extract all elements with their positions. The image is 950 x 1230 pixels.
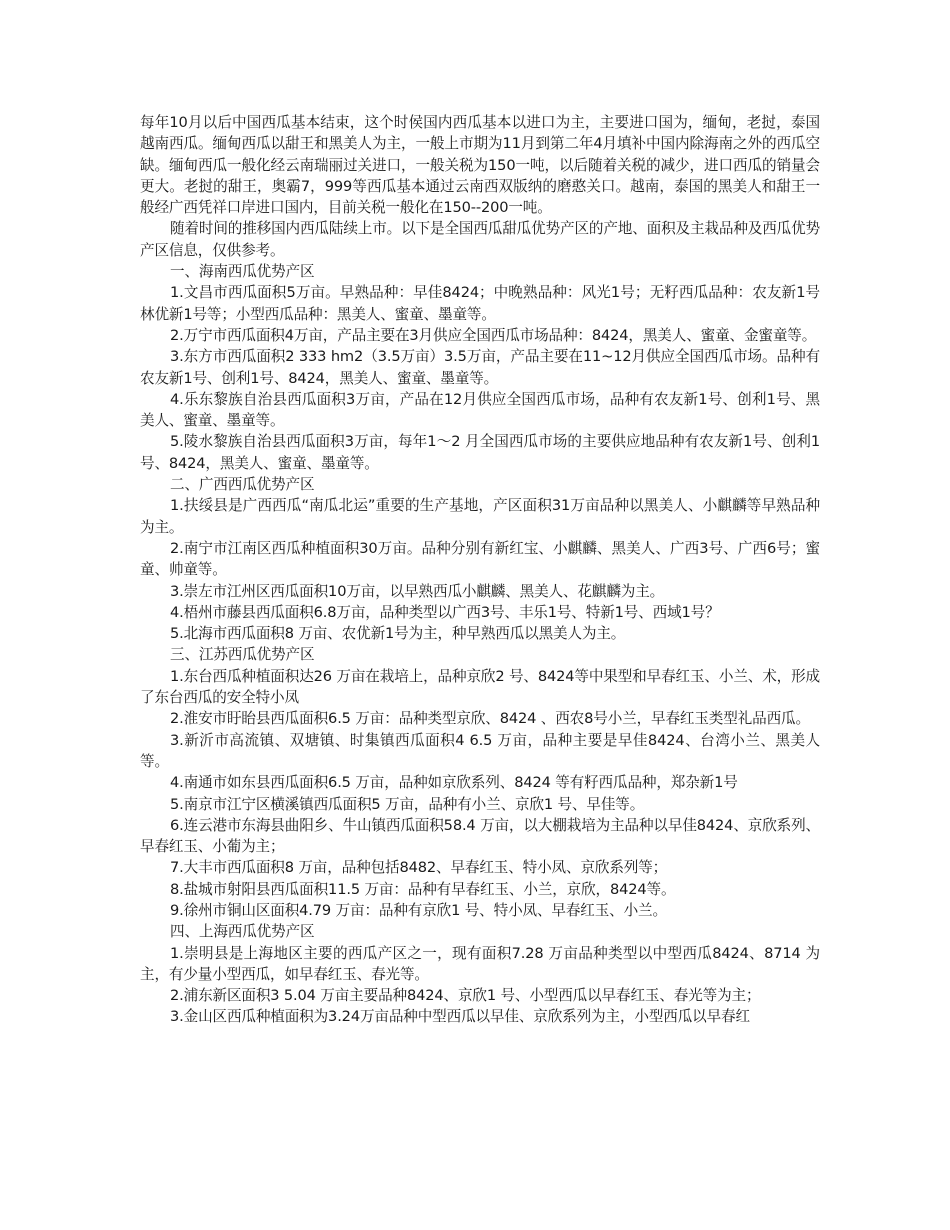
list-item: 2.浦东新区面积3 5.04 万亩主要品种8424、京欣1 号、小型西瓜以早春红玉、春光等为主； (170, 987, 761, 1005)
section-heading-jiangsu: 三、江苏西瓜优势产区 (170, 646, 315, 664)
list-item: 3.金山区西瓜种植面积为3.24万亩品种中型西瓜以早佳、京欣系列为主，小型西瓜以早春红 (170, 1008, 750, 1026)
list-item: 3.新沂市高流镇、双塘镇、时集镇西瓜面积4 6.5 万亩，品种主要是早佳8424、台湾小兰、黑美人等。 (140, 731, 820, 770)
list-item: 1.崇明县是上海地区主要的西瓜产区之一，现有面积7.28 万亩品种类型以中型西瓜8424、8714 为主，有少量小型西瓜，如早春红玉、春光等。 (140, 944, 820, 983)
section-heading-shanghai: 四、上海西瓜优势产区 (170, 923, 315, 941)
list-item: 7.大丰市西瓜面积8 万亩，品种包括8482、早春红玉、特小凤、京欣系列等； (170, 859, 668, 877)
list-item: 5.陵水黎族自治县西瓜面积3万亩，每年1～2 月全国西瓜市场的主要供应地品种有农友新1号、创利1号、8424，黑美人、蜜童、墨童等。 (140, 433, 820, 472)
list-item: 4.南通市如东县西瓜面积6.5 万亩，品种如京欣系列、8424 等有籽西瓜品种，郑杂新1号 (170, 774, 738, 792)
list-item: 6.连云港市东海县曲阳乡、牛山镇西瓜面积58.4 万亩，以大棚栽培为主品种以早佳8424、京欣系列、早春红玉、小葡为主； (140, 816, 820, 856)
list-item: 9.徐州市铜山区面积4.79 万亩：品种有京欣1 号、特小凤、早春红玉、小兰。 (170, 901, 667, 919)
list-item: 8.盐城市射阳县西瓜面积11.5 万亩：品种有早春红玉、小兰，京欣，8424等。 (170, 880, 676, 898)
section-heading-guangxi: 二、广西西瓜优势产区 (170, 476, 315, 494)
list-item: 2.淮安市盱眙县西瓜面积6.5 万亩：品种类型京欣、8424 、西农8号小兰，早春红玉类型礼品西瓜。 (170, 710, 810, 728)
document-body (140, 112, 820, 1028)
list-item: 2.万宁市西瓜面积4万亩，产品主要在3月供应全国西瓜市场品种：8424，黑美人、蜜童、金蜜童等。 (170, 326, 817, 344)
list-item: 4.乐东黎族自治县西瓜面积3万亩，产品在12月供应全国西瓜市场，品种有农友新1号、创利1号、黑美人、蜜童、墨童等。 (140, 390, 820, 430)
paragraph-intro: 每年10月以后中国西瓜基本结束，这个时侯国内西瓜基本以进口为主，主要进口国为，缅甸，老挝，泰国越南西瓜。缅甸西瓜以甜王和黑美人为主，一般上市期为11月到第二年4月填补中国内除海南之外的西瓜空缺。缅甸西瓜一般化经云南瑞丽过关进口，一般关税为150一吨，以后随着关税的减少，进口西瓜的销量会更大。老挝的甜王，奥霸7，999等西瓜基本通过云南西双版纳的磨憨关口。越南，泰国的黑美人和甜王一般经广西凭祥口岸进口国内，目前关税一般化在150--200一吨。 (140, 114, 820, 217)
list-item: 2.南宁市江南区西瓜种植面积30万亩。品种分别有新红宝、小麒麟、黑美人、广西3号、广西6号；蜜童、帅童等。 (140, 539, 820, 579)
list-item: 1.东台西瓜种植面积达26 万亩在栽培上，品种京欣2 号、8424等中果型和早春红玉、小兰、术，形成了东台西瓜的安全特小凤 (140, 667, 820, 707)
list-item: 3.东方市西瓜面积2 333 hm2（3.5万亩）3.5万亩，产品主要在11~12月供应全国西瓜市场。品种有农友新1号、创利1号、8424，黑美人、蜜童、墨童等。 (140, 348, 820, 387)
list-item: 1.文昌市西瓜面积5万亩。早熟品种：早佳8424；中晚熟品种：风光1号；无籽西瓜品种：农友新1号林优新1号等；小型西瓜品种：黑美人、蜜童、墨童等。 (140, 284, 820, 323)
paragraph-overview: 随着时间的推移国内西瓜陆续上市。以下是全国西瓜甜瓜优势产区的产地、面积及主栽品种及西瓜优势产区信息，仅供参考。 (140, 220, 820, 259)
list-item: 5.北海市西瓜面积8 万亩、农优新1号为主，种早熟西瓜以黑美人为主。 (170, 625, 626, 643)
section-heading-hainan: 一、海南西瓜优势产区 (170, 263, 315, 281)
list-item: 3.崇左市江州区西瓜面积10万亩，以早熟西瓜小麒麟、黑美人、花麒麟为主。 (170, 582, 665, 600)
list-item: 4.梧州市藤县西瓜面积6.8万亩，品种类型以广西3号、丰乐1号、特新1号、西域1号？ (170, 603, 720, 621)
list-item: 5.南京市江宁区横溪镇西瓜面积5 万亩，品种有小兰、京欣1 号、早佳等。 (170, 795, 645, 813)
list-item: 1.扶绥县是广西西瓜“南瓜北运”重要的生产基地，产区面积31万亩品种以黑美人、小麒麟等早熟品种为主。 (140, 497, 820, 536)
